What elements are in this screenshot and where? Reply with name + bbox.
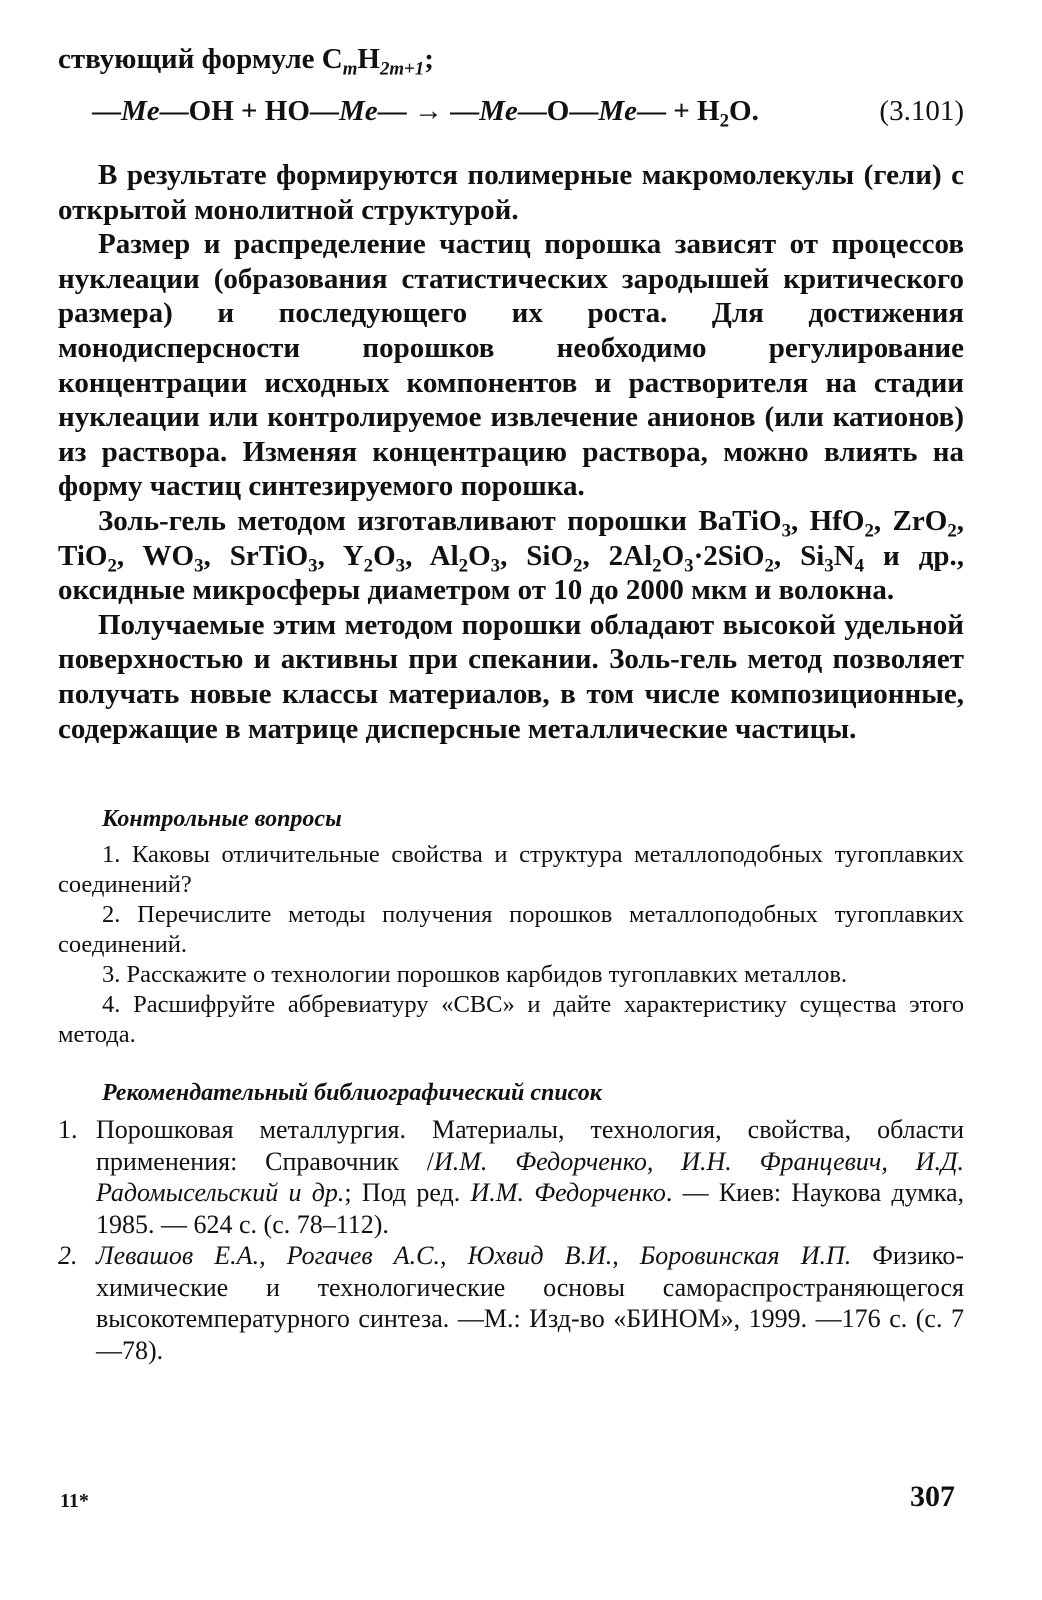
text: ; <box>424 43 434 75</box>
question-item: 2. Перечислите методы получения порошков металлоподобных тугоплавких соединений. <box>58 901 964 958</box>
questions-heading: Контрольные вопросы <box>102 806 342 832</box>
bibliography-item: 2. Левашов Е.А., Рогачев А.С., Юхвид В.И., Боровинская И.П. Физико-химические и технологические основы самораспространяющегося высокотемпературного синтеза. —М.: Изд-во «БИНОМ», 1999. —176 с. (с. 7—78). <box>58 1241 964 1365</box>
paragraph: Получаемые этим методом порошки обладают высокой удельной поверхностью и активны при спекании. Золь-гель метод позволяет получать новые классы материалов, в том числе композиционные, содержащие в матрице дисперсные металлические частицы. <box>58 608 964 745</box>
question-item: 3. Расскажите о технологии порошков карбидов тугоплавких металлов. <box>102 961 848 988</box>
signature-mark: 11* <box>60 1490 89 1512</box>
formula-expression: —Me—OH + HO—Me— → —Me—O—Me— + $H_2O$. <box>92 95 759 132</box>
intro-line <box>58 42 964 80</box>
body-text <box>58 158 964 746</box>
question-item: 1. Каковы отличительные свойства и структура металлоподобных тугоплавких соединений? <box>58 841 964 898</box>
question-item: 4. Расшифруйте аббревиатуру «СВС» и дайте характеристику существа этого метода. <box>58 991 964 1048</box>
paragraph: В результате формируются полимерные макромолекулы (гели) с открытой монолитной структурой. <box>58 159 964 226</box>
text: ствующий формуле C <box>58 43 343 75</box>
bibliography-heading: Рекомендательный библиографический список <box>102 1080 602 1106</box>
bibliography-item: 1. Порошковая металлургия. Материалы, технология, свойства, области применения: Справочник /И.М. Федорченко, И.Н. Францевич, И.Д. Радомысельский и др.; Под ред. И.М. Федорченко. — Киев: Наукова думка, 1985. — 624 с. (с. 78–112). <box>58 1115 965 1239</box>
text: H <box>357 43 380 75</box>
page-number: 307 <box>910 1480 955 1513</box>
questions-list <box>58 840 964 1050</box>
subscript: m <box>342 58 358 80</box>
formula-number: (3.101) <box>879 95 964 127</box>
bibliography-list <box>58 1114 964 1366</box>
subscript: 2m+1 <box>379 58 425 80</box>
paragraph: Размер и распределение частиц порошка зависят от процессов нуклеации (образования статистических зародышей критического размера) и последующего их роста. Для достижения монодисперсности порошков необходимо регулирование концентрации исходных компонентов и растворителя на стадии нуклеации или контролируемое извлечение анионов (или катионов) из раствора. Изменяя концентрацию раствора, можно влиять на форму частиц синтезируемого порошка. <box>58 228 964 503</box>
paragraph: Золь-гель методом изготавливают порошки BaTiO$_3$, HfO$_2$, ZrO$_2$, TiO$_2$, $WO_3$, SrTiO$_3$, $Y_2O_3$, $Al_2O_3$, SiO$_2$, $2Al_2O_3\cdot 2SiO_2$, $Si_3N_4$ и др., оксидные микросферы диаметром от 10 до 2000 мкм и волокна. <box>58 504 965 607</box>
